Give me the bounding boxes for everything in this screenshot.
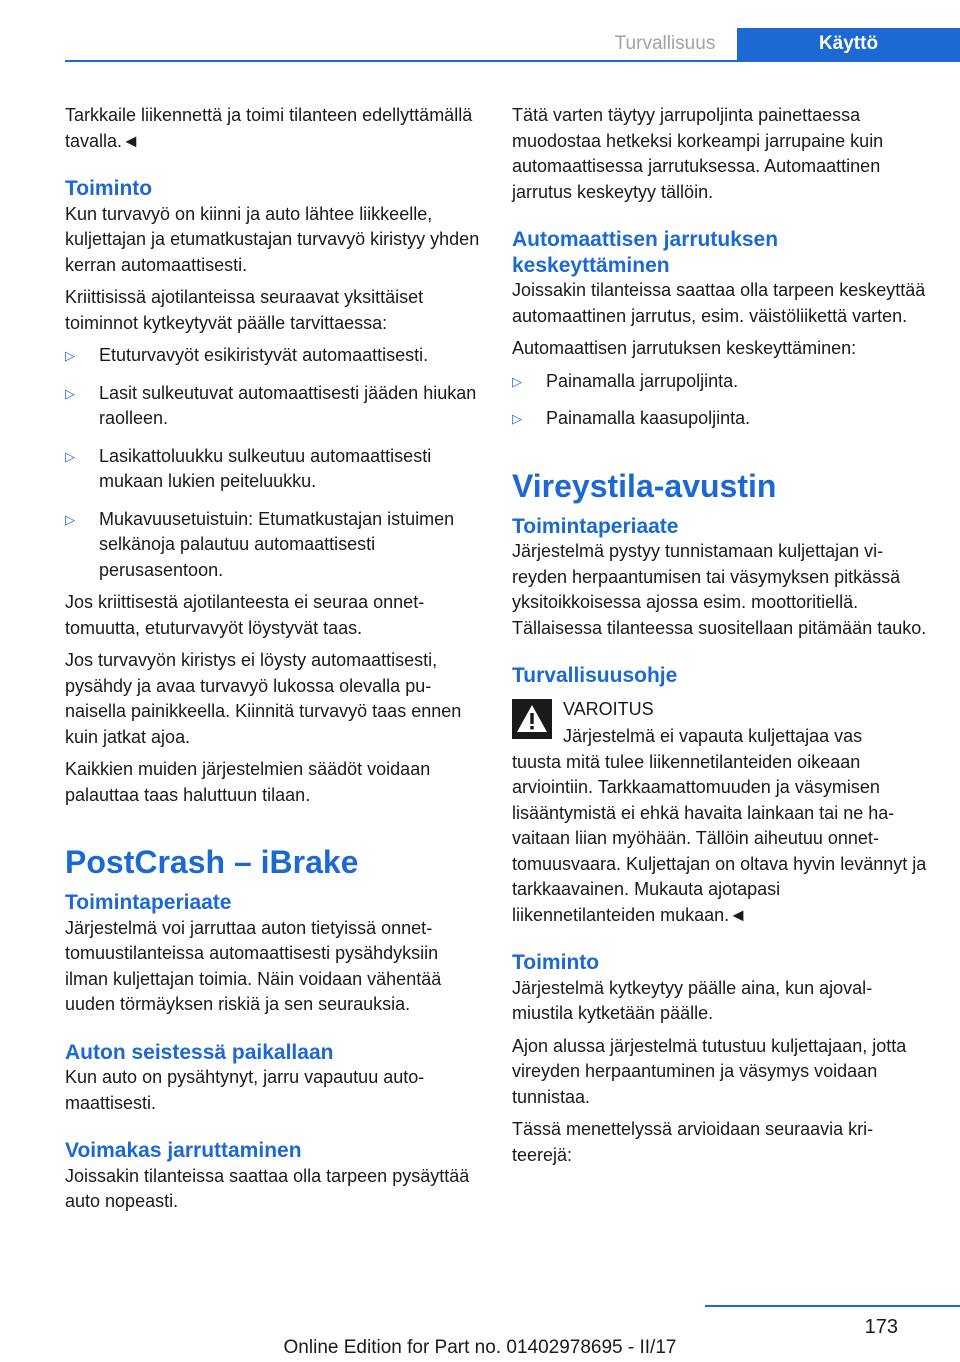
paragraph: Automaattisen jarrutuksen keskeyttäminen:	[512, 338, 857, 358]
list-item-text: Etuturvavyöt esikiristyvät automaattisesti.	[99, 345, 429, 365]
warning-text-first: Järjestelmä ei vapauta kuljettajaa vas	[563, 726, 863, 746]
paragraph: Kun auto on pysähtynyt, jarru vapautuu automaattisesti.	[65, 1067, 425, 1113]
warning-triangle-icon	[512, 699, 552, 739]
vireys-title: Vireystila-avustin	[512, 467, 777, 504]
paragraph: Tässä menettelyssä arvioidaan seuraavia kriteerejä:	[512, 1119, 874, 1165]
paragraph: Joissakin tilanteissa saattaa olla tarpeen pysäyttää auto nopeasti.	[65, 1165, 470, 1211]
header-section[interactable]: Turvallisuus	[614, 33, 716, 54]
cancel-list	[512, 369, 927, 432]
paragraph: Kaikkien muiden järjestelmien säädöt voidaan palauttaa taas haluttuun tilaan.	[65, 759, 431, 805]
list-item	[65, 343, 480, 369]
edition-footer: Online Edition for Part no. 01402978695 - II/17	[283, 1337, 677, 1358]
function-list	[65, 343, 480, 583]
list-item-text: Mukavuusetuistuin: Etumatkustajan istuimen selkänoja palautuu automaattisesti perusasentoon.	[99, 508, 455, 580]
list-item-text: Lasikattoluukku sulkeutuu automaattisesti mukaan lukien peiteluukku.	[99, 445, 432, 491]
cancel-heading: Automaattisen jarrutuksen keskeyttäminen	[512, 228, 779, 277]
list-item-text: Lasit sulkeutuvat automaattisesti jääden hiukan raolleen.	[99, 382, 477, 428]
paragraph: Jos turvavyön kiristys ei löysty automaattisesti, pysähdy ja avaa turvavyö lukossa olevalla punaisella painikkeella. Kiinnitä turvavyö taas ennen kuin jatkat ajoa.	[65, 650, 462, 747]
paragraph: Järjestelmä voi jarruttaa auton tietyissä onnettomuustilanteissa automaattisesti pysähdyksiin ilman kuljettajan toimia. Näin voidaan vähentää uuden törmäyksen riskiä ja sen seurauksia.	[65, 917, 442, 1014]
paragraph: Jos kriittisestä ajotilanteesta ei seuraa onnettomuutta, etuturvavyöt löystyvät taas.	[65, 592, 425, 638]
paragraph: Tätä varten täytyy jarrupoljinta painettaessa muodostaa hetkeksi korkeampi jarrupaine kuin automaattisessa jarrutuksessa. Automaattinen jarrutus keskeytyy tällöin.	[512, 105, 884, 202]
warning-text: tuusta mitä tulee liikennetilanteiden oikeaan arviointiin. Tarkkaamattomuuden ja väsymisen lisääntymistä ei ehkä havaita lainkaan tai ne havaitaan liian myöhään. Tällöin aiheutuu onnettomuusvaara. Kuljettajan on oltava hyvin levännyt ja tarkkaavainen. Mukauta ajotapasi liikennetilanteiden mukaan.◄	[512, 751, 927, 925]
triangle-bullet-icon: ▷	[65, 511, 75, 527]
toiminto-heading: Toiminto	[65, 177, 153, 200]
standing-heading: Auton seistessä paikallaan	[65, 1040, 334, 1064]
page-number: 173	[864, 1316, 898, 1338]
warning-label: VAROITUS	[563, 698, 654, 719]
triangle-bullet-icon: ▷	[512, 373, 522, 389]
paragraph: Järjestelmä pystyy tunnistamaan kuljettajan vireyden herpaantumisen tai väsymyksen pitkässä yksitoikkoisessa ajossa esim. moottoritiellä. Tällaisessa tilanteessa suositellaan pitämään tauko.	[512, 541, 927, 638]
triangle-bullet-icon: ▷	[65, 448, 75, 464]
list-item	[65, 507, 480, 584]
list-item-text: Painamalla jarrupoljinta.	[546, 370, 739, 391]
list-item	[65, 444, 480, 495]
list-item	[65, 381, 480, 432]
paragraph: Joissakin tilanteissa saattaa olla tarpeen keskeyttää automaattinen jarrutus, esim. väistöliikettä varten.	[512, 280, 926, 326]
left-column	[65, 103, 480, 1222]
triangle-bullet-icon: ▷	[65, 348, 75, 363]
principle-heading: Toimintaperiaate	[65, 891, 232, 914]
function-heading: Toiminto	[512, 951, 600, 974]
intro-text: Tarkkaile liikennettä ja toimi tilanteen edellyttämällä tavalla.◄	[65, 105, 473, 151]
triangle-bullet-icon: ▷	[65, 385, 75, 401]
principle-heading: Toimintaperiaate	[512, 514, 679, 538]
list-item	[512, 406, 927, 432]
safety-heading: Turvallisuusohje	[512, 664, 678, 687]
triangle-bullet-icon: ▷	[512, 411, 522, 426]
paragraph: Ajon alussa järjestelmä tutustuu kuljettajaan, jotta vireyden herpaantuminen ja väsymys voidaan tunnistaa.	[512, 1035, 907, 1107]
postcrash-title: PostCrash – iBrake	[65, 844, 359, 880]
paragraph: Kriittisissä ajotilanteissa seuraavat yksittäiset toiminnot kytkeytyvät päälle tarvittaessa:	[65, 287, 424, 333]
footer-rule	[705, 1305, 960, 1307]
header-tab[interactable]: Käyttö	[737, 28, 960, 62]
list-item	[512, 369, 927, 395]
warning-block	[512, 697, 927, 929]
paragraph: Kun turvavyö on kiinni ja auto lähtee liikkeelle, kuljettajan ja etumatkustajan turvavyö kiristyy yhden kerran automaattisesti.	[65, 203, 480, 275]
list-item-text: Painamalla kaasupoljinta.	[546, 408, 751, 428]
right-column	[512, 103, 927, 1175]
paragraph: Järjestelmä kytkeytyy päälle aina, kun ajovalmiustila kytketään päälle.	[512, 977, 873, 1023]
strong-braking-heading: Voimakas jarruttaminen	[65, 1139, 302, 1162]
